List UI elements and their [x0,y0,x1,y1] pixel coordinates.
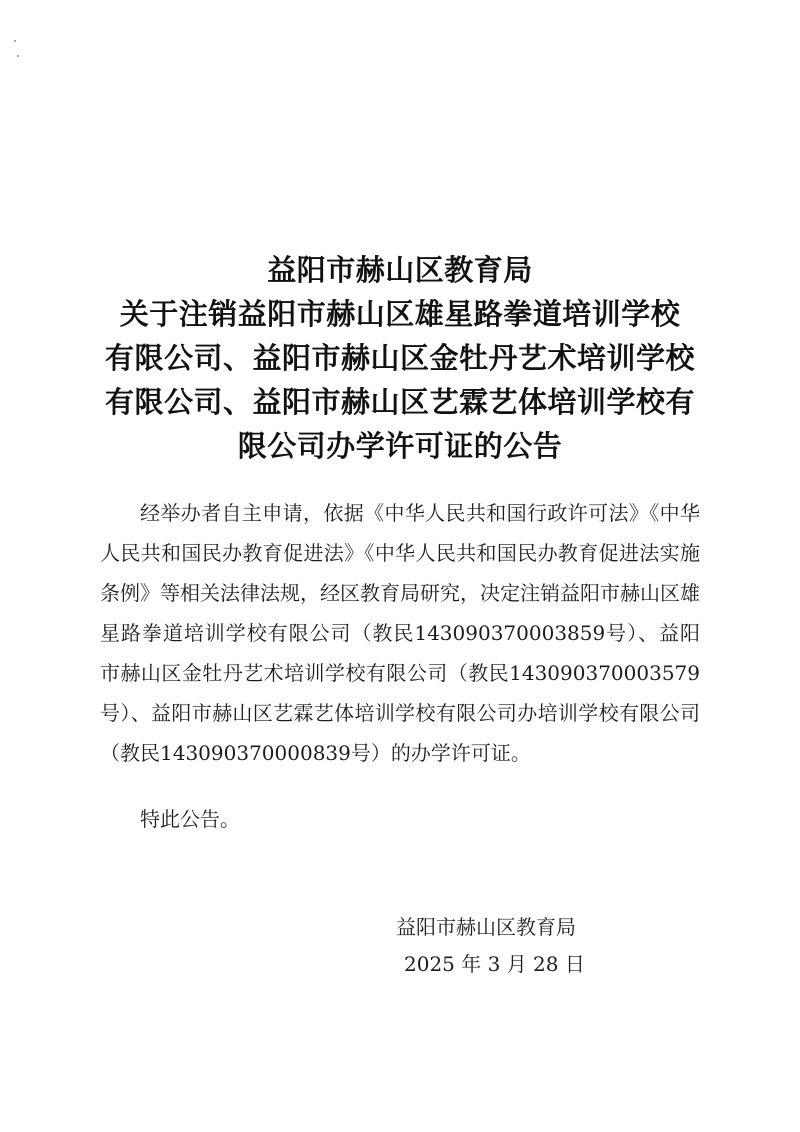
title-line: 有限公司、益阳市赫山区艺霖艺体培训学校有 [104,385,695,419]
scan-speck [17,55,19,57]
issue-date: 2025 年 3 月 28 日 [404,952,585,976]
title-line: 益阳市赫山区教育局 [267,253,533,287]
scan-speck [14,40,16,42]
notice-body [100,493,700,773]
title-line: 有限公司、益阳市赫山区金牡丹艺术培训学校 [104,341,695,375]
closing-statement: 特此公告。 [140,807,240,831]
body-paragraph: 经举办者自主申请，依据《中华人民共和国行政许可法》《中华人民共和国民办教育促进法》《中华人民共和国民办教育促进法实施条例》等相关法律法规，经区教育局研究，决定注销益阳市赫山区雄星路拳道培训学校有限公司（教民143090370003859号）、益阳市赫山区金牡丹艺术培训学校有限公司（教民143090370003579号）、益阳市赫山区艺霖艺体培训学校有限公司办培训学校有限公司（教民143090370000839号）的办学许可证。 [100,501,700,765]
notice-title [90,248,710,468]
issuing-organization: 益阳市赫山区教育局 [396,915,576,939]
title-line: 限公司办学许可证的公告 [237,429,563,463]
title-line: 关于注销益阳市赫山区雄星路拳道培训学校 [119,297,681,331]
